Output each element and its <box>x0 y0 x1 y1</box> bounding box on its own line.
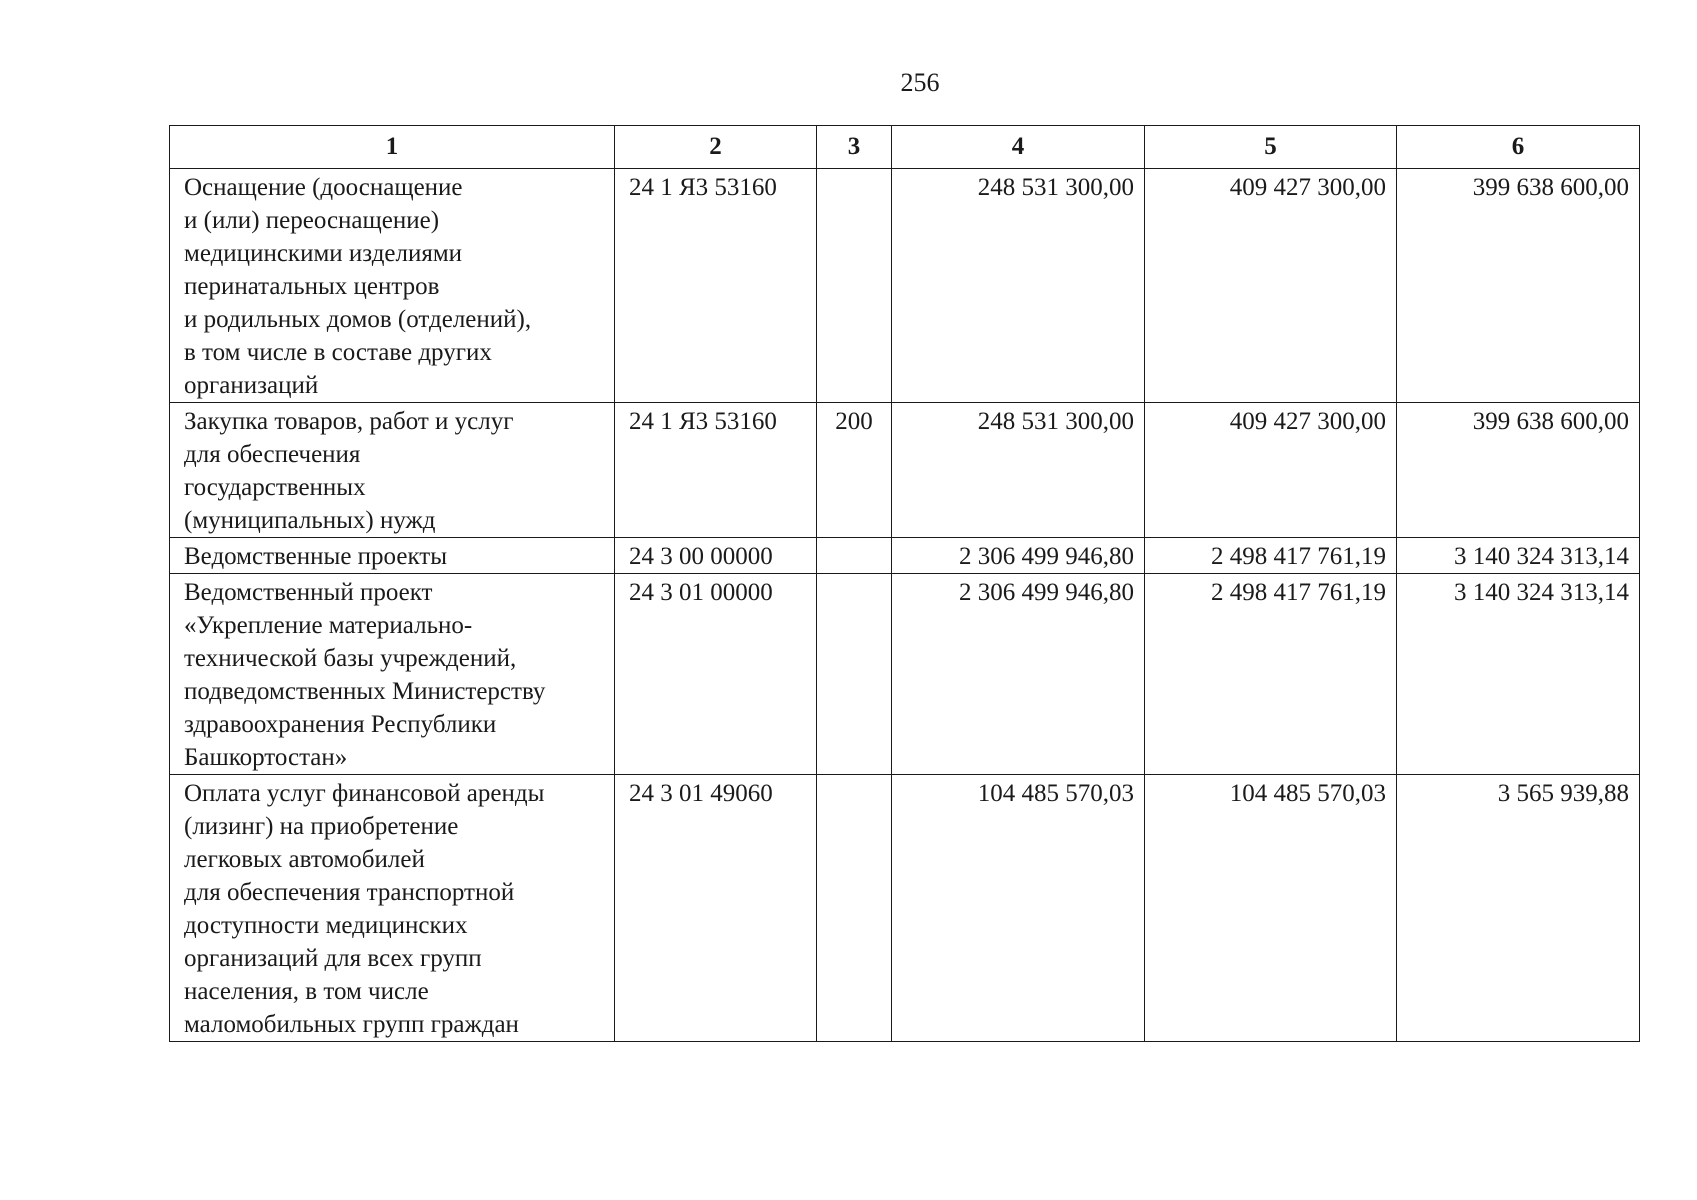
row-value-col5: 2 498 417 761,19 <box>1145 574 1397 775</box>
row-value-col4: 2 306 499 946,80 <box>892 538 1145 574</box>
header-col-4: 4 <box>892 126 1145 169</box>
row-vr-cell <box>817 775 892 1042</box>
row-name-line: подведомственных Министерству <box>184 678 546 705</box>
table-header-row <box>170 126 1640 169</box>
table-row <box>170 169 1640 403</box>
row-value-col6: 3 565 939,88 <box>1397 775 1640 1042</box>
row-name-line: Башкортостан» <box>184 744 348 771</box>
row-vr-cell <box>817 538 892 574</box>
row-value-col4: 248 531 300,00 <box>892 169 1145 403</box>
row-name-line: доступности медицинских <box>184 912 468 939</box>
header-col-1: 1 <box>170 126 615 169</box>
row-name-line: медицинскими изделиями <box>184 240 463 267</box>
row-value-col5: 409 427 300,00 <box>1145 403 1397 538</box>
row-name-line: Ведомственные проекты <box>184 543 448 570</box>
row-vr-cell <box>817 574 892 775</box>
row-name-line: для обеспечения транспортной <box>184 879 515 906</box>
row-name-cell <box>170 538 615 574</box>
row-name-cell <box>170 169 615 403</box>
header-col-3: 3 <box>817 126 892 169</box>
row-name-cell <box>170 574 615 775</box>
row-value-col6: 399 638 600,00 <box>1397 403 1640 538</box>
header-col-6: 6 <box>1397 126 1640 169</box>
page-number: 256 <box>900 68 940 97</box>
row-name-line: маломобильных групп граждан <box>184 1011 519 1038</box>
row-name-line: государственных <box>184 474 366 501</box>
row-name-line: Ведомственный проект <box>184 579 433 606</box>
row-name-line: (лизинг) на приобретение <box>184 813 459 840</box>
row-code-cell: 24 3 01 49060 <box>615 775 817 1042</box>
header-col-2: 2 <box>615 126 817 169</box>
row-value-col4: 2 306 499 946,80 <box>892 574 1145 775</box>
table-row <box>170 775 1640 1042</box>
row-name-line: здравоохранения Республики <box>184 711 497 738</box>
row-value-col6: 3 140 324 313,14 <box>1397 574 1640 775</box>
row-name-line: организаций <box>184 372 319 399</box>
row-name-line: технической базы учреждений, <box>184 645 517 672</box>
row-value-col4: 104 485 570,03 <box>892 775 1145 1042</box>
table-row <box>170 538 1640 574</box>
row-name-line: Закупка товаров, работ и услуг <box>184 408 514 435</box>
row-name-line: легковых автомобилей <box>184 846 425 873</box>
row-value-col4: 248 531 300,00 <box>892 403 1145 538</box>
row-name-line: (муниципальных) нужд <box>184 507 436 534</box>
row-name-line: Оплата услуг финансовой аренды <box>184 780 545 807</box>
row-value-col6: 399 638 600,00 <box>1397 169 1640 403</box>
table-row <box>170 574 1640 775</box>
row-name-line: и родильных домов (отделений), <box>184 306 532 333</box>
row-name-line: населения, в том числе <box>184 978 429 1005</box>
row-code-cell: 24 3 01 00000 <box>615 574 817 775</box>
row-value-col5: 2 498 417 761,19 <box>1145 538 1397 574</box>
row-code-cell: 24 1 Я3 53160 <box>615 169 817 403</box>
table-body <box>170 169 1640 1042</box>
row-name-line: организаций для всех групп <box>184 945 482 972</box>
row-name-line: перинатальных центров <box>184 273 440 300</box>
row-name-cell <box>170 403 615 538</box>
row-value-col6: 3 140 324 313,14 <box>1397 538 1640 574</box>
row-name-line: и (или) переоснащение) <box>184 207 440 234</box>
row-name-line: для обеспечения <box>184 441 361 468</box>
row-vr-cell <box>817 169 892 403</box>
row-value-col5: 104 485 570,03 <box>1145 775 1397 1042</box>
table-row <box>170 403 1640 538</box>
row-name-line: Оснащение (дооснащение <box>184 174 463 201</box>
header-col-5: 5 <box>1145 126 1397 169</box>
row-name-cell <box>170 775 615 1042</box>
row-code-cell: 24 3 00 00000 <box>615 538 817 574</box>
budget-table <box>169 125 1640 1042</box>
row-name-line: в том числе в составе других <box>184 339 492 366</box>
row-vr-cell: 200 <box>817 403 892 538</box>
row-name-line: «Укрепление материально- <box>184 612 473 639</box>
row-code-cell: 24 1 Я3 53160 <box>615 403 817 538</box>
row-value-col5: 409 427 300,00 <box>1145 169 1397 403</box>
